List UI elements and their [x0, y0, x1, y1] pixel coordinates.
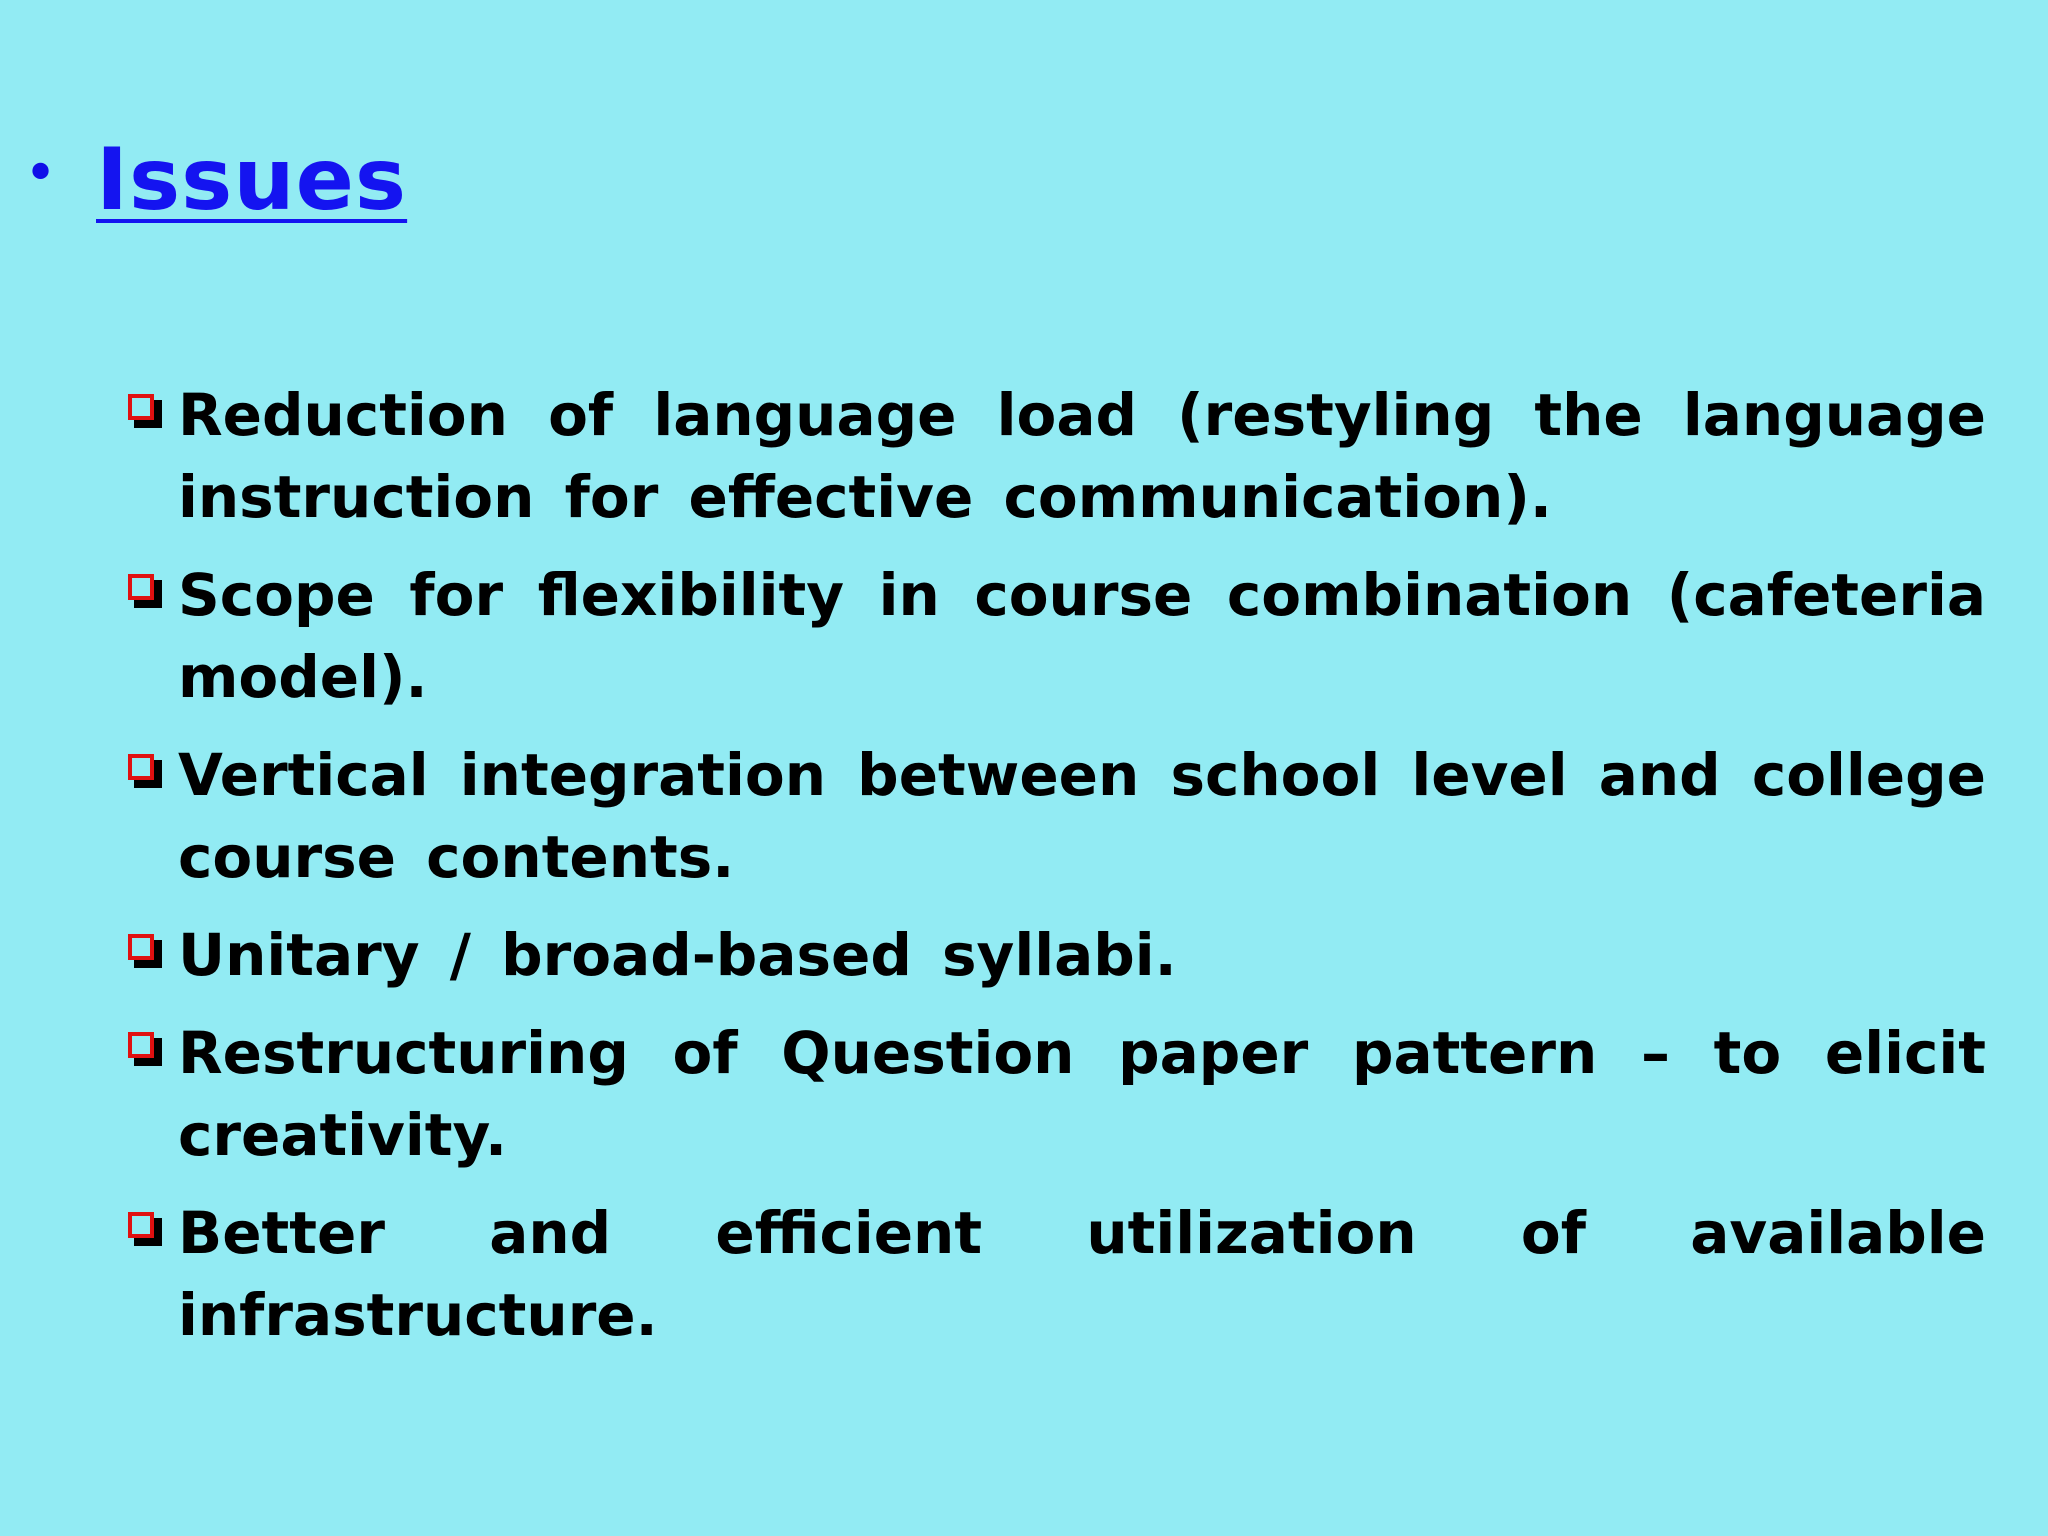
list-item-text: Scope for flexibility in course combination (cafeteria model).: [178, 561, 1986, 711]
checkbox-bullet-icon: [126, 1210, 166, 1250]
checkbox-bullet-icon: [126, 752, 166, 792]
slide-title: Issues: [96, 130, 408, 230]
list-item: [126, 1012, 1986, 1176]
list-item: [126, 734, 1986, 898]
heading-row: [24, 120, 407, 240]
checkbox-bullet-icon: [126, 572, 166, 612]
list-item-text: Better and efficient utilization of available infrastructure.: [178, 1199, 1986, 1349]
list-item-text: Vertical integration between school level and college course contents.: [178, 741, 1986, 891]
checkbox-bullet-icon: [126, 1030, 166, 1070]
checkbox-bullet-icon: [126, 932, 166, 972]
list-item: [126, 554, 1986, 718]
list-item: [126, 374, 1986, 538]
list-item-text: Restructuring of Question paper pattern – to elicit creativity.: [178, 1019, 1986, 1169]
list-item: [126, 914, 1986, 996]
list-item-text: Reduction of language load (restyling the language instruction for effective communication).: [178, 381, 1986, 531]
list-item: [126, 1192, 1986, 1356]
issues-list: [126, 374, 1986, 1372]
round-bullet-icon: •: [24, 141, 58, 206]
checkbox-bullet-icon: [126, 392, 166, 432]
list-item-text: Unitary / broad-based syllabi.: [178, 921, 1177, 989]
